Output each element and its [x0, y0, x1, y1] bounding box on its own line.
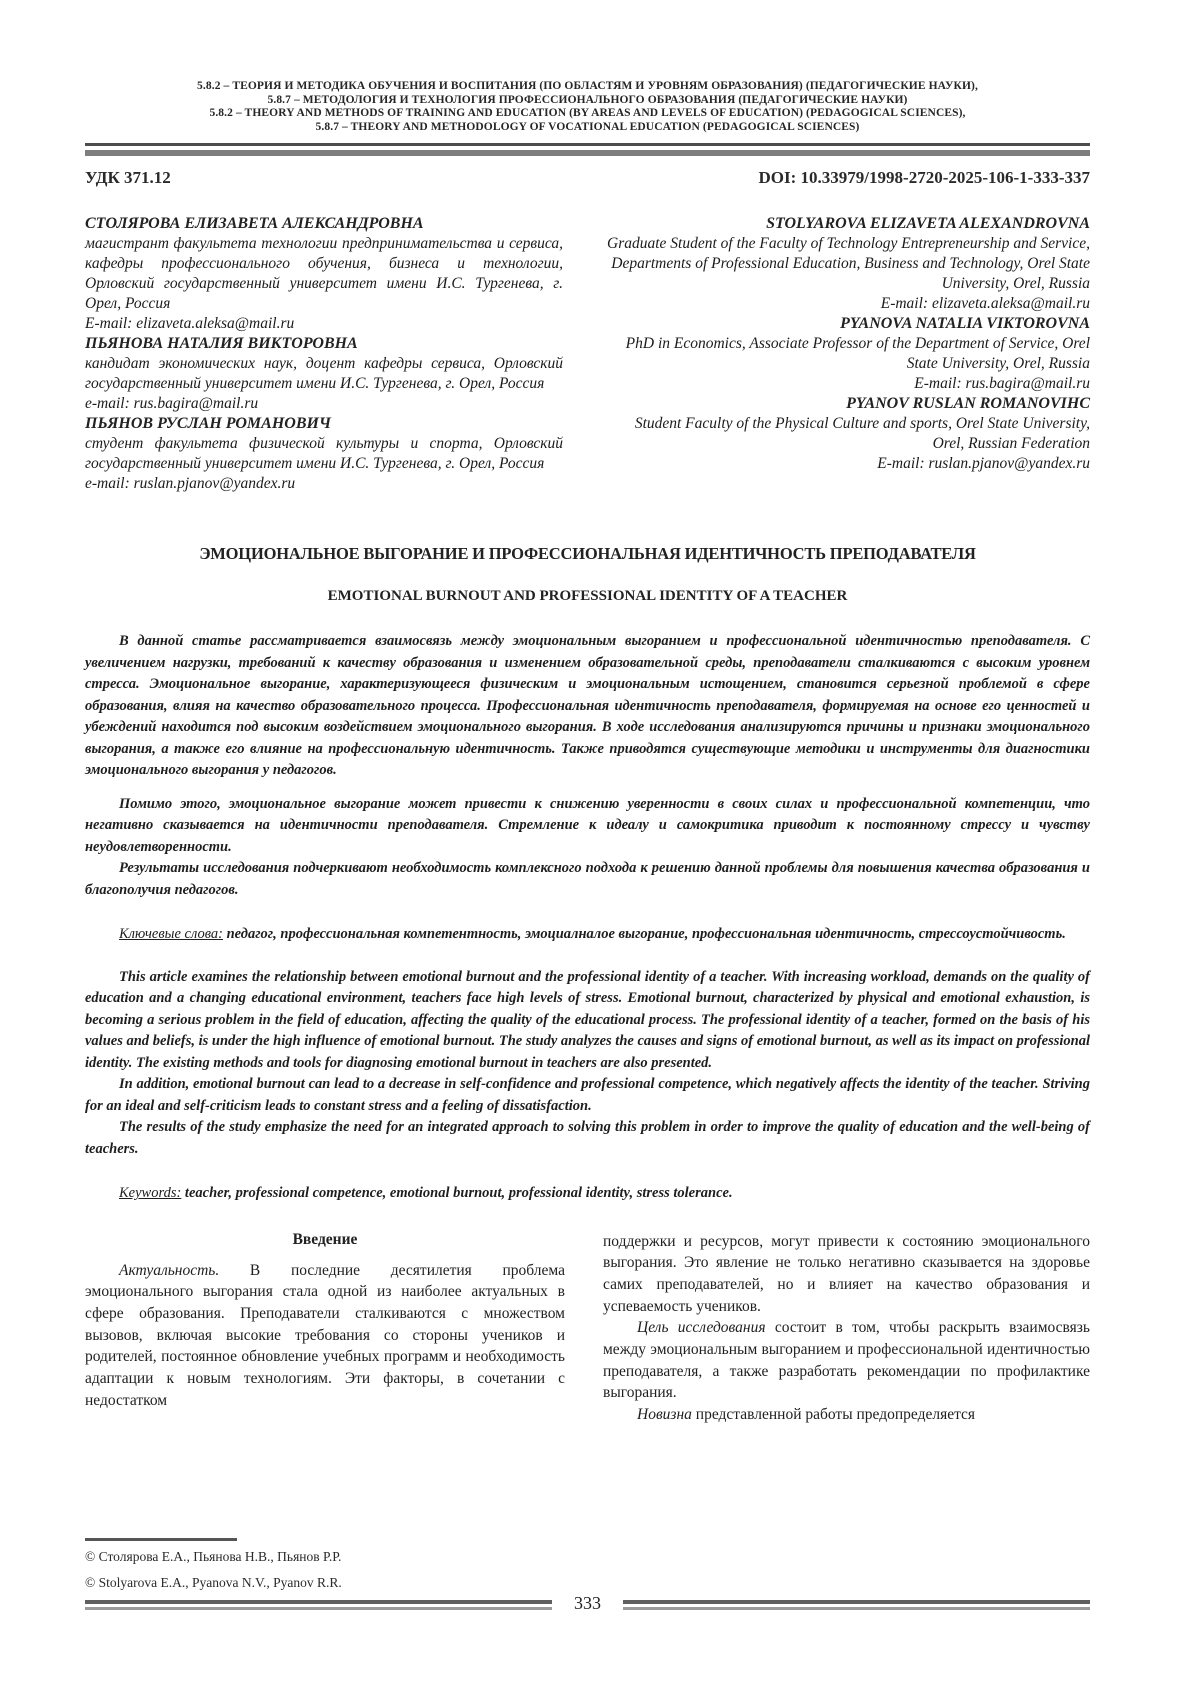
keywords-english — [85, 1183, 1090, 1205]
abstract-paragraph: В данной статье рассматривается взаимосвязь между эмоциональным выгоранием и профессиональной идентичностью преподавателя. С увеличением нагрузки, требований к качеству образования и изменением образовательной среды, преподаватели сталкиваются с высоким уровнем стресса. Эмоциональное выгорание, характеризующееся физическим и эмоциональным истощением, становится серьезной проблемой в сфере образования, влияя на качество образовательного процесса. Профессиональная идентичность преподавателя, формируемая на основе его ценностей и убеждений находится под высоким воздействием эмоционального выгорания. В ходе исследования анализируются причины и признаки эмоционального выгорания, а также его влияние на профессиональную идентичность. Также приводятся существующие методики и инструменты для диагностики эмоционального выгорания у педагогов. — [85, 633, 1090, 778]
body-paragraph — [603, 1404, 1090, 1426]
header-divider-thin-line — [85, 143, 1090, 146]
authors-column-russian — [85, 214, 563, 494]
udk-doi-row — [85, 168, 1090, 188]
paragraph-lead: Новизна — [637, 1406, 692, 1424]
page-number: 333 — [574, 1593, 601, 1613]
paragraph-lead: Актуальность. — [119, 1261, 220, 1279]
authors-column-english — [602, 214, 1090, 494]
left-column — [85, 1231, 565, 1426]
author-affiliation: Graduate Student of the Faculty of Technology Entrepreneurship and Service, Departments of Professional Education, Business and Technology, Orel State University, Orel, Russia — [607, 235, 1090, 292]
author-name: СТОЛЯРОВА ЕЛИЗАВЕТА АЛЕКСАНДРОВНА — [85, 215, 424, 232]
body-columns — [85, 1231, 1090, 1426]
footer-rule-right-light-line — [623, 1607, 1090, 1610]
authors-block — [85, 214, 1090, 494]
author-name: PYANOVA NATALIA VIKTOROVNA — [840, 315, 1090, 332]
keywords-text: педагог, профессиональная компетентность, эмоциалналое выгорание, профессиональная идентичность, стрессоустойчивость. — [222, 926, 1066, 942]
abstract-english — [85, 967, 1090, 1161]
abstract-paragraph: In addition, emotional burnout can lead to a decrease in self-confidence and professional competence, which negatively affects the identity of the teacher. Striving for an ideal and self-criticism leads to constant stress and a feeling of dissatisfaction. — [85, 1076, 1090, 1114]
page-footer-band — [85, 1594, 1090, 1615]
abstract-russian — [85, 631, 1090, 901]
paragraph-text: В последние десятилетия проблема эмоционального выгорания стала одной из наиболее актуальных в сфере образования. Преподаватели сталкиваются с множеством вызовов, включая высокие требования со стороны учеников и родителей, постоянное обновление учебных программ и необходимость адаптации к новым технологиям. Эти факторы, в сочетании с недостатком — [85, 1261, 565, 1409]
footer-rule-left-light-line — [85, 1607, 552, 1610]
body-paragraph: поддержки и ресурсов, могут привести к состоянию эмоционального выгорания. Это явление не только негативно сказывается на здоровье самих преподавателей, но и влияет на качество образования и успеваемость учеников. — [603, 1232, 1090, 1315]
journal-rubric-header — [85, 80, 1090, 134]
article-title-russian: ЭМОЦИОНАЛЬНОЕ ВЫГОРАНИЕ И ПРОФЕССИОНАЛЬНАЯ ИДЕНТИЧНОСТЬ ПРЕПОДАВАТЕЛЯ — [199, 544, 976, 563]
header-divider — [85, 143, 1090, 156]
author-email: e-mail: ruslan.pjanov@yandex.ru — [85, 475, 296, 492]
abstract-paragraph: Помимо этого, эмоциональное выгорание может привести к снижению уверенности в своих силах и профессиональной компетенции, что негативно сказывается на идентичности преподавателя. Стремление к идеалу и самокритика приводит к постоянному стрессу и чувству неудовлетворенности. — [85, 795, 1090, 855]
author-affiliation: кандидат экономических наук, доцент кафедры сервиса, Орловский государственный университет имени И.С. Тургенева, г. Орел, Россия — [85, 355, 563, 392]
author-affiliation: Student Faculty of the Physical Culture and sports, Orel State University, Orel, Russian Federation — [634, 415, 1090, 452]
keywords-text: teacher, professional competence, emotional burnout, professional identity, stress tolerance. — [181, 1185, 733, 1201]
footer-rule-right-dark-line — [623, 1600, 1090, 1604]
keywords-label: Ключевые слова: — [119, 926, 223, 942]
keywords-label: Keywords: — [119, 1185, 182, 1201]
doi-code: DOI: 10.33979/1998-2720-2025-106-1-333-337 — [758, 168, 1090, 187]
rubric-line-2: 5.8.7 – МЕТОДОЛОГИЯ И ТЕХНОЛОГИЯ ПРОФЕССИОНАЛЬНОГО ОБРАЗОВАНИЯ (ПЕДАГОГИЧЕСКИЕ НАУКИ) — [267, 93, 908, 106]
author-affiliation: магистрант факультета технологии предпринимательства и сервиса, кафедры профессионального обучения, бизнеса и технологии, Орловский государственный университет имени И.С. Тургенева, г. Орел, Россия — [85, 235, 563, 312]
body-paragraph — [603, 1317, 1090, 1404]
author-name: STOLYAROVA ELIZAVETA ALEXANDROVNA — [766, 215, 1090, 232]
paragraph-lead: Цель исследования — [637, 1319, 766, 1337]
keywords-paragraph — [85, 924, 1090, 946]
right-column — [603, 1231, 1090, 1426]
author-email: e-mail: rus.bagira@mail.ru — [85, 395, 259, 412]
author-affiliation: PhD in Economics, Associate Professor of the Department of Service, Orel State University, Orel, Russia — [625, 335, 1090, 372]
article-title-english: EMOTIONAL BURNOUT AND PROFESSIONAL IDENTITY OF A TEACHER — [327, 588, 848, 604]
footnote-divider — [85, 1538, 237, 1541]
paragraph-text: состоит в том, чтобы раскрыть взаимосвязь между эмоциональным выгоранием и профессиональной идентичностью преподавателя, а также разработать рекомендации по профилактике выгорания. — [603, 1319, 1090, 1402]
udk-code: УДК 371.12 — [85, 168, 171, 187]
keywords-russian — [85, 924, 1090, 946]
section-heading-introduction: Введение — [292, 1230, 358, 1248]
copyright-footnote — [85, 1538, 342, 1593]
author-name: ПЬЯНОВ РУСЛАН РОМАНОВИЧ — [85, 415, 331, 432]
footer-rule-left — [85, 1600, 552, 1610]
body-paragraph — [85, 1260, 565, 1412]
copyright-line-russian: © Столярова Е.А., Пьянова Н.В., Пьянов Р.Р. — [85, 1549, 342, 1564]
rubric-line-3: 5.8.2 – THEORY AND METHODS OF TRAINING AND EDUCATION (BY AREAS AND LEVELS OF EDUCATION) (PEDAGOGICAL SCIENCES), — [209, 107, 966, 119]
author-email: E-mail: elizaveta.aleksa@mail.ru — [880, 295, 1090, 312]
author-email: E-mail: ruslan.pjanov@yandex.ru — [877, 455, 1090, 472]
header-divider-thick-line — [85, 150, 1090, 156]
author-name: PYANOV RUSLAN ROMANOVIHC — [846, 395, 1090, 412]
rubric-line-4: 5.8.7 – THEORY AND METHODOLOGY OF VOCATIONAL EDUCATION (PEDAGOGICAL SCIENCES) — [315, 120, 860, 133]
footer-rule-left-dark-line — [85, 1600, 552, 1604]
abstract-paragraph: The results of the study emphasize the need for an integrated approach to solving this problem in order to improve the quality of education and the well-being of teachers. — [85, 1119, 1090, 1157]
abstract-paragraph: This article examines the relationship between emotional burnout and the professional identity of a teacher. With increasing workload, demands on the quality of education and a changing educational environment, teachers face high levels of stress. Emotional burnout, characterized by physical and emotional exhaustion, is becoming a serious problem in the field of education, affecting the quality of the educational process. The professional identity of a teacher, formed on the basis of his values and beliefs, is under the high influence of emotional burnout. The study analyzes the causes and signs of emotional burnout, as well as its impact on professional identity. The existing methods and tools for diagnosing emotional burnout in teachers are also presented. — [85, 968, 1090, 1071]
keywords-paragraph — [85, 1183, 1090, 1205]
author-name: ПЬЯНОВА НАТАЛИЯ ВИКТОРОВНА — [85, 335, 358, 352]
copyright-line-english: © Stolyarova E.A., Pyanova N.V., Pyanov R.R. — [85, 1575, 342, 1590]
author-affiliation: студент факультета физической культуры и спорта, Орловский государственный университет имени И.С. Тургенева, г. Орел, Россия — [85, 435, 563, 472]
rubric-line-1: 5.8.2 – ТЕОРИЯ И МЕТОДИКА ОБУЧЕНИЯ И ВОСПИТАНИЯ (ПО ОБЛАСТЯМ И УРОВНЯМ ОБРАЗОВАНИЯ) (ПЕДАГОГИЧЕСКИЕ НАУКИ), — [197, 80, 978, 92]
paragraph-text: представленной работы предопределяется — [691, 1406, 976, 1424]
footer-rule-right — [623, 1600, 1090, 1610]
abstract-paragraph: Результаты исследования подчеркивают необходимость комплексного подхода к решению данной проблемы для повышения качества образования и благополучия педагогов. — [85, 860, 1090, 898]
author-email: E-mail: elizaveta.aleksa@mail.ru — [85, 315, 295, 332]
author-email: E-mail: rus.bagira@mail.ru — [914, 375, 1090, 392]
